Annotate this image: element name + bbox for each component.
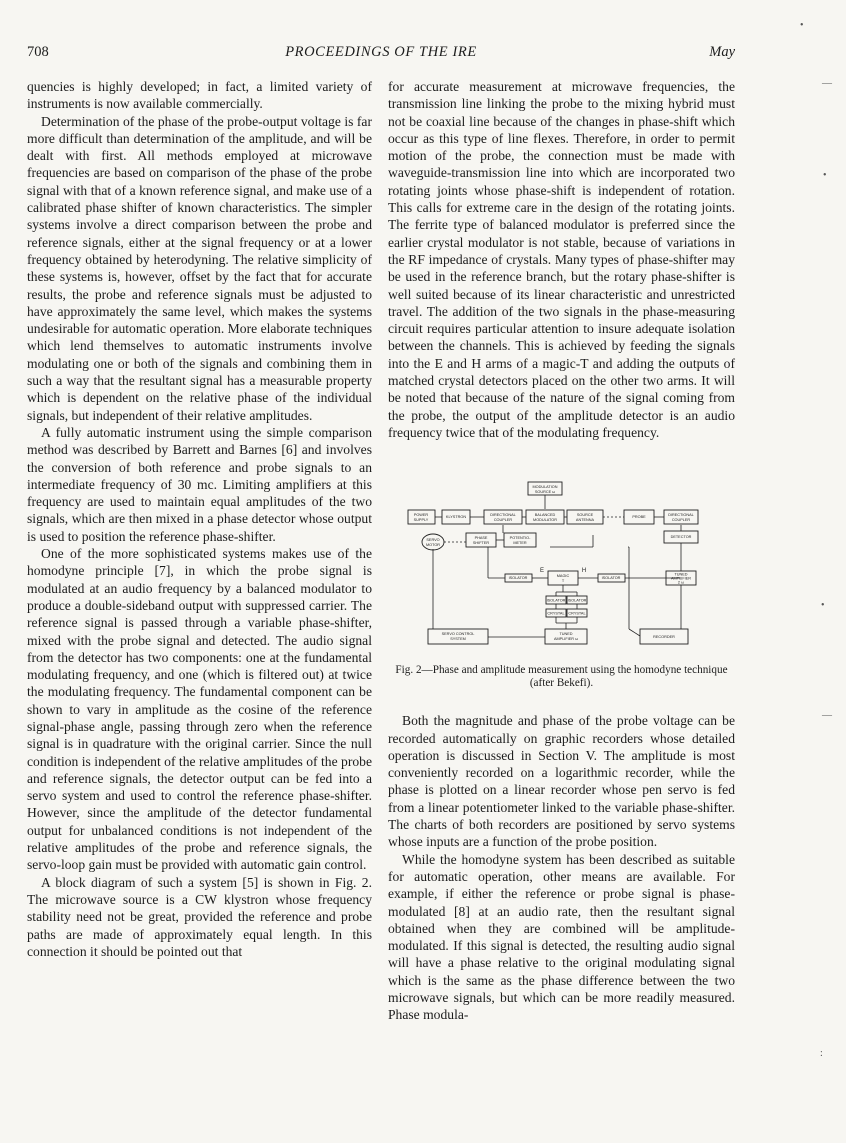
margin-mark: — bbox=[822, 78, 832, 89]
svg-text:SUPPLY: SUPPLY bbox=[413, 518, 429, 523]
servo-control-system-block bbox=[428, 629, 488, 644]
svg-text:DETECTOR: DETECTOR bbox=[670, 535, 692, 540]
right-column bbox=[388, 78, 735, 1024]
isolator-right-block bbox=[598, 574, 625, 582]
page-number: 708 bbox=[27, 44, 49, 60]
tuned-amplifier-2w-block bbox=[666, 571, 696, 585]
svg-text:ISOLATOR: ISOLATOR bbox=[546, 598, 566, 603]
svg-text:2 ω: 2 ω bbox=[677, 580, 685, 585]
paragraph: for accurate measurement at microwave frequencies, the transmission line linking the probe to the mixing hybrid must not be coaxial line because of the changes in phase-shift which occur as this type of line flexes. Therefore, in order to permit motion of the probe, the connection must be made with waveguide-transmission line into which are incorporated two rotating joints whose phase-shift is independent of rotation. This calls for extreme care in the design of the rotating joints. The ferrite type of balanced modulator is preferred since the earlier crystal modulator is not stable, because of variations in the RF impedance of crystals. Many types of phase-shifter may be used in the reference branch, but the rotary phase-shifter is well suited because of its linear characteristic and unrestricted travel. The addition of the two signals in the phase-measuring circuit requires particular attention to insure adequate isolation between the channels. This is achieved by feeding the signals into the E and H arms of a magic-T and adding the outputs of matched crystal detectors placed on the other two arms. It will be noted that because of the nature of the signal coming from the probe, the output of the amplitude detector is an audio frequency twice that of the modulating frequency. bbox=[388, 79, 735, 440]
svg-text:CRYSTAL: CRYSTAL bbox=[568, 611, 586, 616]
figure-caption: Fig. 2—Phase and amplitude measurement using the homodyne technique (after Bekefi). bbox=[395, 664, 728, 690]
margin-mark: • bbox=[800, 20, 804, 31]
potentiometer-block bbox=[504, 533, 536, 547]
svg-text:PHASE: PHASE bbox=[474, 536, 488, 541]
svg-text:DIRECTIONAL: DIRECTIONAL bbox=[490, 513, 516, 518]
svg-text:H: H bbox=[581, 568, 587, 575]
margin-mark: — bbox=[822, 710, 832, 721]
probe-block bbox=[624, 510, 654, 524]
svg-text:ANTENNA: ANTENNA bbox=[575, 518, 595, 523]
svg-text:ISOLATOR: ISOLATOR bbox=[567, 598, 587, 603]
issue-month: May bbox=[709, 44, 735, 60]
svg-text:RECORDER: RECORDER bbox=[653, 635, 675, 640]
directional-coupler-1-block bbox=[484, 510, 522, 524]
figure-2-block-diagram bbox=[388, 455, 735, 664]
crystal-b-block bbox=[567, 609, 587, 617]
svg-text:SHIFTER: SHIFTER bbox=[472, 541, 490, 546]
svg-text:SERVO: SERVO bbox=[426, 538, 440, 543]
svg-text:BALANCED: BALANCED bbox=[534, 513, 556, 518]
svg-text:SERVO CONTROL: SERVO CONTROL bbox=[441, 632, 475, 637]
block-diagram-svg bbox=[388, 455, 735, 664]
paragraph: Both the magnitude and phase of the probe voltage can be recorded automatically on graphic recorders whose detailed operation is discussed in Section V. The amplitude is most conveniently recorded on a logarithmic recorder, while the phase is plotted on a linear recorder whose pen servo is fed from a linear potentiometer linked to the variable phase-shifter. The charts of both recorders are positioned by servo systems whose inputs are a function of the probe position. bbox=[388, 713, 735, 850]
isolator-a-block bbox=[546, 596, 566, 604]
source-antenna-block bbox=[567, 510, 603, 524]
crystal-a-block bbox=[546, 609, 566, 617]
svg-text:MOTOR: MOTOR bbox=[425, 543, 441, 548]
svg-text:AMPLIFIER: AMPLIFIER bbox=[670, 576, 692, 581]
connector bbox=[629, 629, 640, 636]
svg-text:MODULATOR: MODULATOR bbox=[533, 518, 557, 523]
svg-text:ISOLATOR: ISOLATOR bbox=[508, 576, 528, 581]
left-column bbox=[27, 78, 372, 960]
magic-t-block bbox=[540, 568, 586, 585]
tuned-amplifier-w-block bbox=[545, 629, 587, 644]
svg-text:COUPLER: COUPLER bbox=[493, 518, 513, 523]
balanced-modulator-block bbox=[526, 510, 564, 524]
svg-text:POTENTIO-: POTENTIO- bbox=[509, 536, 531, 541]
svg-text:SOURCE: SOURCE bbox=[576, 513, 594, 518]
detector-block bbox=[664, 531, 698, 543]
paragraph: One of the more sophisticated systems makes use of the homodyne principle [7], in which the probe signal is modulated at an audio frequency by a balanced modulator to produce a double-sideband output with suppressed carrier. The reference signal is passed through a variable phase-shifter, mixed with the probe signal and detected. The audio signal from the detector has two components: one at the fundamental modulating frequency, and one (which is filtered out) at twice the modulating frequency. The fundamental component can be shown to vary in amplitude as the cosine of the reference signal-phase angle, passing through zero when the reference signal is in quadrature with the original carrier. Since the null condition is independent of the relative amplitudes of the probe and reference signals, the detector output can be fed into a servo system and used to control the reference phase-shifter. However, since the amplitude of the detector fundamental output for unbalanced conditions is not independent of the relative amplitudes of the probe and reference signals, the servo-loop gain must be provided with automatic gain control. bbox=[27, 546, 372, 873]
svg-text:TUNED: TUNED bbox=[674, 572, 688, 577]
svg-text:METER: METER bbox=[513, 541, 527, 546]
svg-text:TUNED: TUNED bbox=[559, 632, 573, 637]
phase-shifter-block bbox=[466, 533, 496, 547]
modulation-source-block bbox=[528, 482, 562, 495]
svg-text:MODULATION: MODULATION bbox=[532, 485, 558, 490]
svg-text:DIRECTIONAL: DIRECTIONAL bbox=[668, 513, 694, 518]
power-supply-block bbox=[408, 510, 435, 524]
servo-motor-block bbox=[422, 534, 444, 550]
paragraph: A fully automatic instrument using the simple comparison method was described by Barrett and Barnes [6] and involves the conversion of both reference and probe signals to an intermediate frequency of 30 mc. Limiting amplifiers at this frequency are used to maintain equal amplitudes of the two signals, which are then mixed in a phase detector whose output is used to position the reference phase-shifter. bbox=[27, 424, 372, 544]
svg-text:AMPLIFIER ω: AMPLIFIER ω bbox=[553, 637, 579, 642]
isolator-left-block bbox=[505, 574, 532, 582]
running-header bbox=[27, 44, 735, 64]
svg-text:SOURCE ω: SOURCE ω bbox=[534, 490, 556, 495]
svg-text:POWER: POWER bbox=[413, 513, 429, 518]
svg-text:MAGIC: MAGIC bbox=[556, 574, 570, 579]
klystron-block bbox=[442, 510, 470, 524]
svg-text:KLYSTRON: KLYSTRON bbox=[445, 515, 467, 520]
isolator-b-block bbox=[567, 596, 587, 604]
paragraph: While the homodyne system has been described as suitable for automatic operation, other means are available. For example, if either the reference or probe signal is phase-modulated [8] at an audio rate, then the resultant signal obtained when they are combined will be amplitude-modulated. If this signal is detected, the resulting audio signal will have a phase relative to the original modulating signal which is the same as the phase difference between the two microwave signals, but which can be more readily measured. Phase modula- bbox=[388, 851, 735, 1023]
svg-text:COUPLER: COUPLER bbox=[671, 518, 691, 523]
svg-text:T: T bbox=[561, 579, 565, 584]
svg-text:ISOLATOR: ISOLATOR bbox=[601, 576, 621, 581]
margin-mark: : bbox=[820, 1048, 823, 1059]
svg-text:E: E bbox=[539, 568, 545, 575]
paragraph: A block diagram of such a system [5] is shown in Fig. 2. The microwave source is a CW klystron whose frequency stability need not be great, provided the reference and probe paths are made of approximately equal length. In this connection it should be pointed out that bbox=[27, 874, 372, 959]
svg-text:SYSTEM: SYSTEM bbox=[450, 637, 466, 642]
margin-mark: • bbox=[821, 600, 825, 611]
directional-coupler-2-block bbox=[664, 510, 698, 524]
svg-text:CRYSTAL: CRYSTAL bbox=[547, 611, 565, 616]
paragraph: quencies is highly developed; in fact, a limited variety of instruments is now available commercially. bbox=[27, 79, 372, 112]
recorder-block bbox=[640, 629, 688, 644]
margin-mark: • bbox=[823, 170, 827, 181]
journal-title: PROCEEDINGS OF THE IRE bbox=[285, 44, 477, 60]
diagram-blocks bbox=[408, 482, 698, 644]
paragraph: Determination of the phase of the probe-output voltage is far more difficult than determination of the amplitude, and will be dealt with first. All methods employed at microwave frequencies are based on comparison of the phase of the probe signal with that of a known reference signal, and make use of a calibrated phase shifter of known characteristics. The simpler systems involve a direct comparison between the probe and reference signals, either at the signal frequency or at a lower frequency obtained by heterodyning. The relative simplicity of these systems is, however, offset by the fact that for accurate results, the probe and reference signals must be adjusted to have approximately the same level, which makes the systems undesirable for automatic operation. More elaborate techniques which lend themselves to automatic instruments involve modulating one or both of the signals and combining them in such a way that the resultant signal has a measurable property which is dependent on the relative phase of the individual signals, but independent of their relative amplitudes. bbox=[27, 113, 372, 423]
svg-text:PROBE: PROBE bbox=[632, 515, 646, 520]
